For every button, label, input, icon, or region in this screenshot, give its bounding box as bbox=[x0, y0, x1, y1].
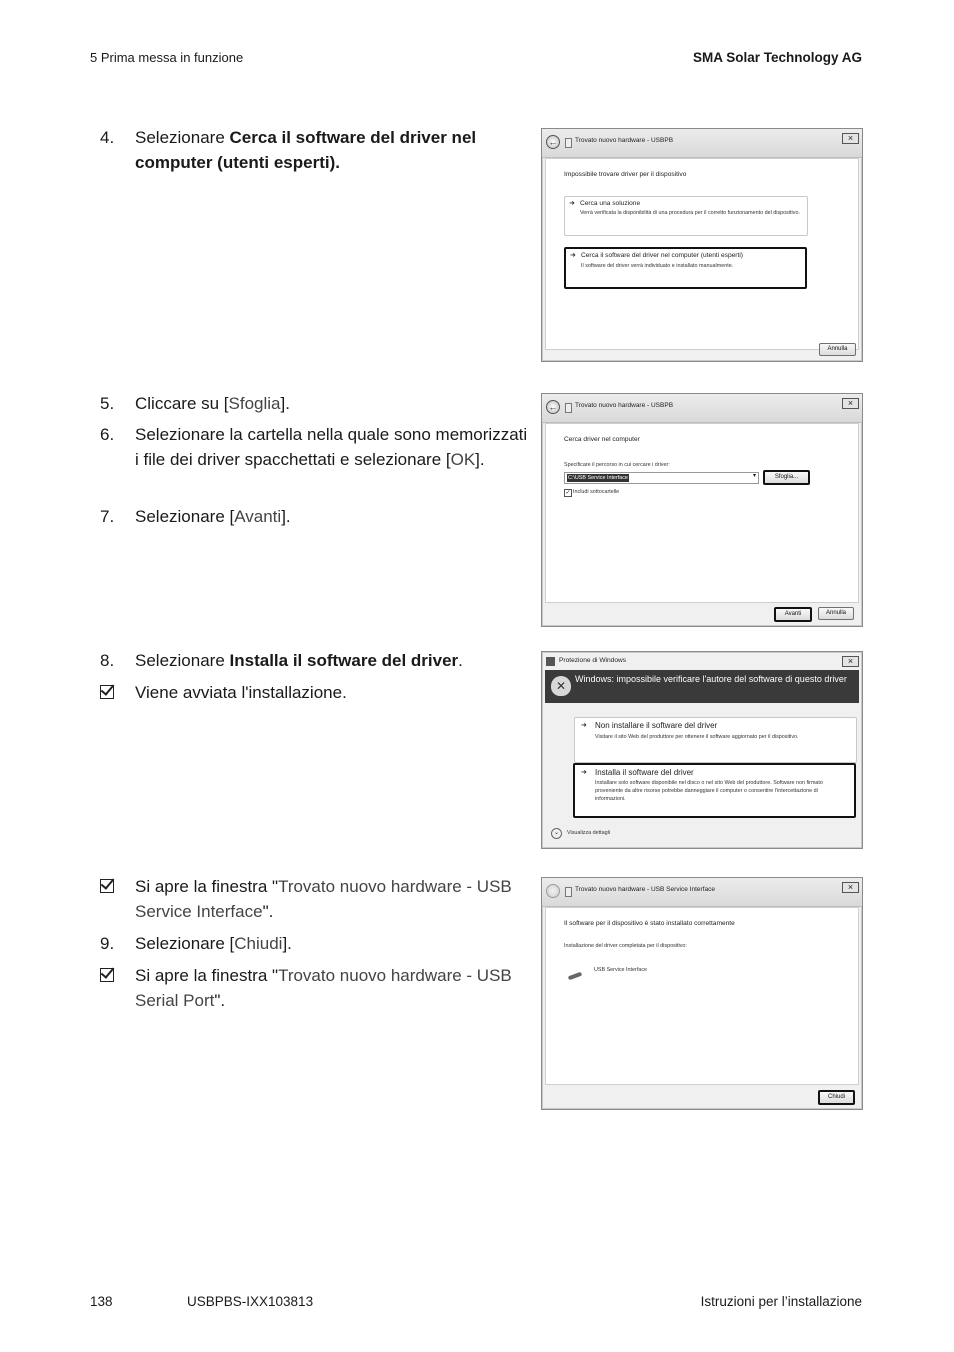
dialog-body bbox=[545, 423, 859, 603]
chevron-down-icon[interactable]: ▾ bbox=[752, 473, 756, 479]
device-name: USB Service Interface bbox=[594, 967, 648, 973]
step-text-end: ]. bbox=[281, 507, 291, 526]
result-text: Si apre la finestra " bbox=[135, 966, 279, 985]
step-text-end: ]. bbox=[280, 394, 290, 413]
step-text: Selezionare bbox=[135, 651, 230, 670]
option-title: Cerca il software del driver nel computer (utenti esperti) bbox=[581, 252, 743, 259]
option-title: Non installare il software del driver bbox=[595, 721, 718, 730]
dialog-install-complete bbox=[541, 877, 863, 1110]
step-text: Selezionare [ bbox=[135, 934, 235, 953]
device-icon bbox=[565, 403, 572, 413]
close-icon[interactable]: × bbox=[842, 656, 859, 667]
checkbox-result-icon bbox=[100, 879, 114, 893]
shield-warning-icon: ✕ bbox=[551, 676, 571, 696]
step-6 bbox=[100, 422, 530, 497]
option-description: Installare solo software disponibile nel disco o nel sito Web del produttore. Software non firmato proveniente da altre risorse potrebbe danneggiare il computer o consentire l'intercettazione di informazioni. bbox=[595, 780, 823, 802]
dialog-heading: Cerca driver nel computer bbox=[564, 436, 640, 443]
option-title: Cerca una soluzione bbox=[580, 200, 641, 207]
warning-banner bbox=[545, 670, 859, 703]
details-link[interactable]: Visualizza dettagli bbox=[567, 830, 611, 836]
result-text: Viene avviata l'installazione. bbox=[135, 683, 347, 702]
step-text: Cliccare su [ bbox=[135, 394, 229, 413]
next-button[interactable]: Avanti bbox=[774, 607, 812, 622]
close-button[interactable]: Chiudi bbox=[818, 1090, 855, 1105]
header-company: SMA Solar Technology AG bbox=[692, 50, 862, 65]
checkbox-result-icon bbox=[100, 685, 114, 699]
footer-page-number: 138 bbox=[90, 1294, 113, 1309]
dialog-heading: Il software per il dispositivo è stato installato correttamente bbox=[564, 920, 735, 927]
back-arrow-icon[interactable]: ← bbox=[546, 400, 560, 414]
dialog-heading: Impossibile trovare driver per il dispositivo bbox=[564, 171, 687, 178]
arrow-right-icon: ➜ bbox=[581, 769, 587, 776]
option-browse-computer[interactable] bbox=[564, 247, 807, 289]
shield-small-icon bbox=[546, 657, 555, 666]
ui-label: Sfoglia bbox=[228, 394, 281, 413]
path-label: Specificare il percorso in cui cercare i driver: bbox=[564, 462, 670, 468]
result-window-opens-1 bbox=[100, 874, 530, 926]
arrow-right-icon: ➜ bbox=[569, 200, 575, 207]
option-description: Il software del driver verrà individuato e installato manualmente. bbox=[581, 263, 734, 269]
cancel-button[interactable]: Annulla bbox=[819, 343, 856, 356]
step-number: 7. bbox=[100, 507, 115, 526]
option-search-solution[interactable] bbox=[564, 196, 808, 236]
option-description: Verrà verificata la disponibilità di una procedura per il corretto funzionamento del dispositivo. bbox=[580, 210, 800, 216]
footer-doc-code: USBPBS-IXX103813 bbox=[187, 1294, 314, 1309]
back-arrow-icon bbox=[546, 884, 560, 898]
step-text: Selezionare [ bbox=[135, 507, 235, 526]
path-combobox[interactable] bbox=[564, 472, 759, 484]
option-do-not-install[interactable] bbox=[574, 717, 857, 763]
result-window-opens-2 bbox=[100, 963, 530, 1015]
option-title: Installa il software del driver bbox=[595, 768, 694, 777]
close-icon[interactable]: × bbox=[842, 398, 859, 409]
step-text: Selezionare bbox=[135, 128, 230, 147]
header-chapter: 5 Prima messa in funzione bbox=[90, 50, 244, 65]
step-number: 8. bbox=[100, 651, 115, 670]
subfolders-label: Includi sottocartelle bbox=[573, 489, 620, 495]
step-number: 6. bbox=[100, 425, 115, 444]
dialog-body bbox=[545, 158, 859, 350]
chevron-down-icon[interactable]: ⌄ bbox=[551, 828, 562, 839]
step-text-end: . bbox=[458, 651, 463, 670]
browse-button[interactable]: Sfoglia... bbox=[763, 470, 810, 485]
option-install-driver[interactable] bbox=[573, 763, 856, 818]
window-name: Trovato nuovo hardware - USB Serial Port bbox=[135, 966, 512, 1010]
arrow-right-icon: ➜ bbox=[570, 252, 576, 259]
close-icon[interactable]: × bbox=[842, 133, 859, 144]
footer-doc-title: Istruzioni per l’installazione bbox=[700, 1294, 862, 1309]
back-arrow-icon[interactable]: ← bbox=[546, 135, 560, 149]
device-icon bbox=[565, 887, 572, 897]
dialog-title: Trovato nuovo hardware - USBPB bbox=[575, 402, 674, 409]
banner-text: Windows: impossibile verificare l'autore del software di questo driver bbox=[575, 674, 847, 684]
dialog-browse-driver bbox=[541, 393, 863, 627]
close-icon[interactable]: × bbox=[842, 882, 859, 893]
dialog-body bbox=[545, 704, 859, 844]
ui-label: Chiudi bbox=[234, 934, 283, 953]
dialog-title: Protezione di Windows bbox=[559, 657, 627, 664]
arrow-right-icon: ➜ bbox=[581, 722, 587, 729]
dialog-title: Trovato nuovo hardware - USBPB bbox=[575, 137, 674, 144]
dialog-body bbox=[545, 907, 859, 1085]
step-number: 9. bbox=[100, 934, 115, 953]
dialog-windows-security bbox=[541, 651, 863, 849]
step-text: Selezionare la cartella nella quale sono memorizzati i file dei driver spacchettati e selezionare [ bbox=[135, 425, 528, 469]
dialog-found-new-hardware-1 bbox=[541, 128, 863, 362]
step-number: 4. bbox=[100, 128, 115, 147]
dialog-titlebar bbox=[542, 878, 862, 907]
cancel-button[interactable]: Annulla bbox=[818, 607, 854, 620]
result-text-end: ". bbox=[214, 991, 226, 1010]
step-number: 5. bbox=[100, 394, 115, 413]
step-text-end: ]. bbox=[475, 450, 485, 469]
dialog-titlebar bbox=[542, 129, 862, 158]
window-name: Trovato nuovo hardware - USB Service Interface bbox=[135, 877, 512, 921]
dialog-titlebar bbox=[542, 394, 862, 423]
step-bold: Cerca il software del driver nel computer (utenti esperti). bbox=[135, 128, 477, 172]
result-text-end: ". bbox=[262, 902, 274, 921]
option-description: Visitare il sito Web del produttore per ottenere il software aggiornato per il dispositivo. bbox=[595, 734, 799, 740]
result-text: Si apre la finestra " bbox=[135, 877, 279, 896]
step-text-end: ]. bbox=[282, 934, 292, 953]
ui-label: OK bbox=[450, 450, 476, 469]
completion-text: Installazione del driver completata per il dispositivo: bbox=[564, 943, 687, 949]
usb-device-icon bbox=[568, 972, 583, 981]
checkbox-result-icon bbox=[100, 968, 114, 982]
step-bold: Installa il software del driver bbox=[229, 651, 459, 670]
ui-label: Avanti bbox=[234, 507, 282, 526]
path-value: C:\USB Service Interface bbox=[568, 475, 628, 481]
device-icon bbox=[565, 138, 572, 148]
dialog-title: Trovato nuovo hardware - USB Service Interface bbox=[575, 886, 715, 893]
subfolders-checkbox[interactable]: ✓ bbox=[565, 490, 571, 496]
